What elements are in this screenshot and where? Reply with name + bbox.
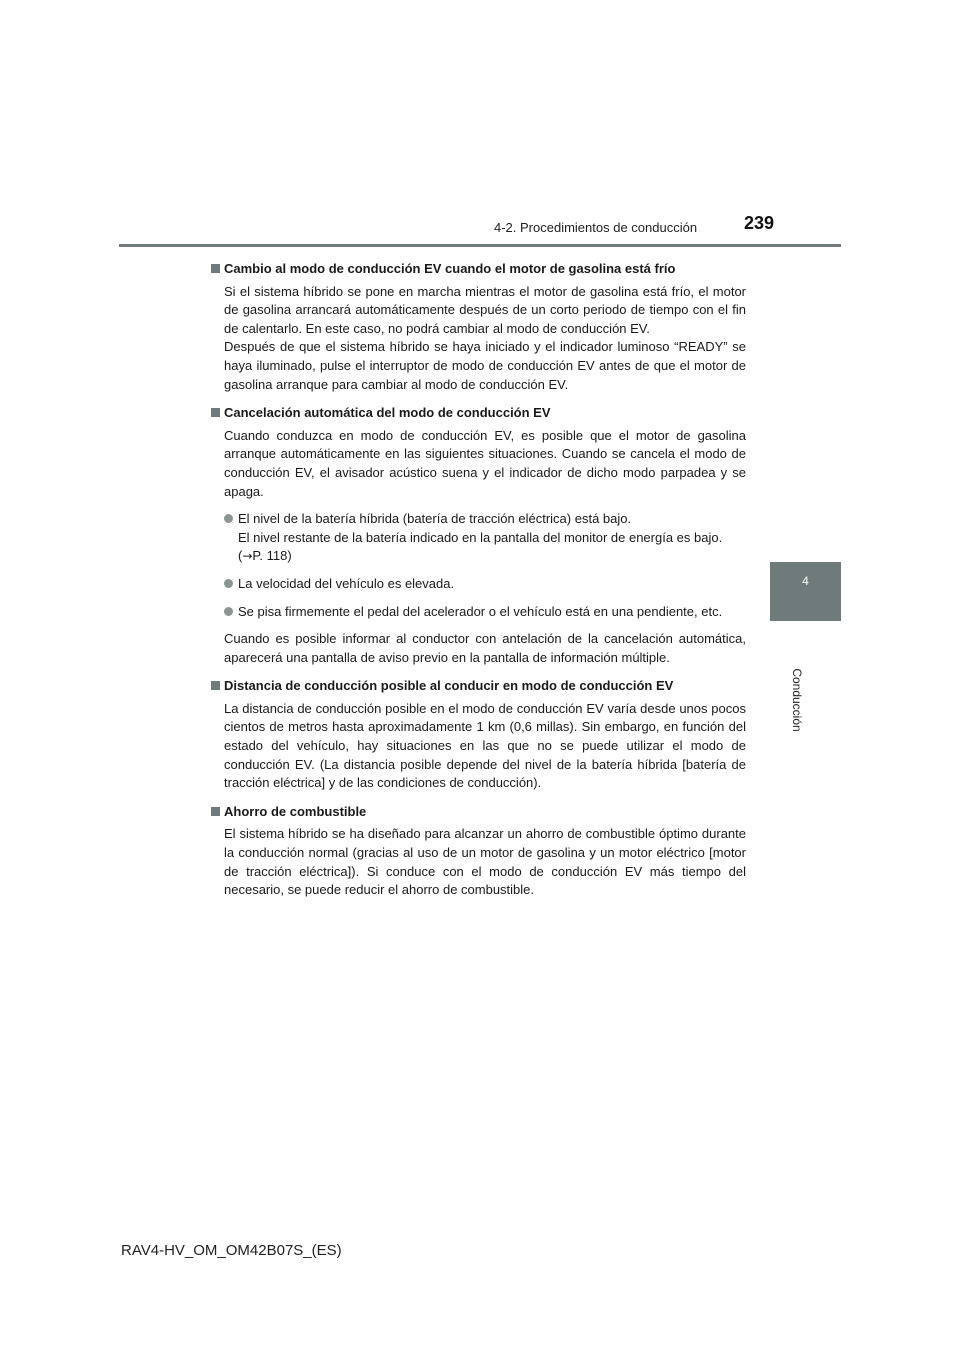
watermark: carmanualsonline.info [764, 1342, 852, 1352]
list-item-text: Se pisa firmemente el pedal del acelerador o el vehículo está en una pendiente, etc. [238, 603, 723, 619]
section-heading [210, 677, 746, 696]
section-auto-cancel [210, 404, 746, 667]
section-heading [210, 260, 746, 279]
header-rule [119, 244, 841, 247]
page-number: 239 [744, 213, 775, 233]
list-item [210, 575, 746, 594]
circle-bullet-icon [224, 579, 233, 588]
section-driving-distance [210, 677, 746, 793]
chapter-number: 4 [802, 574, 809, 588]
square-bullet-icon [211, 681, 220, 690]
list-item-text: El nivel de la batería híbrida (batería de tracción eléctrica) está bajo. [238, 511, 632, 527]
section-cold-engine [210, 260, 746, 394]
page-content [210, 250, 746, 900]
paragraph: Cuando conduzca en modo de conducción EV, es posible que el motor de gasolina arranque automáticamente en las siguientes situaciones. Cuando se cancela el modo de conducción EV, el avisador acústico suena y el indicador de dicho modo parpadea y se apaga. [224, 427, 746, 499]
paragraph: El sistema híbrido se ha diseñado para alcanzar un ahorro de combustible óptimo durante la conducción normal (gracias al uso de un motor de gasolina y un motor eléctrico [motor de tracción eléctrica]). Si conduce con el modo de conducción EV más tiempo del necesario, se puede reducir el ahorro de combustible. [224, 826, 746, 898]
square-bullet-icon [211, 807, 220, 816]
section-heading-text: Distancia de conducción posible al conducir en modo de conducción EV [224, 678, 674, 694]
paragraph: Si el sistema híbrido se pone en marcha mientras el motor de gasolina está frío, el motor de gasolina arrancará automáticamente después de un corto periodo de tiempo con el fin de calentarlo. En este caso, no podrá cambiar al modo de conducción EV. [224, 283, 746, 336]
chapter-tab [770, 562, 841, 621]
paragraph: Después de que el sistema híbrido se haya iniciado y el indicador luminoso “READY” se haya iluminado, pulse el interruptor de modo de conducción EV antes de que el motor de gasolina arranque para cambiar al modo de conducción EV. [224, 339, 746, 392]
arrow-right-icon: → [242, 549, 253, 564]
circle-bullet-icon [224, 514, 233, 523]
section-heading-text: Cambio al modo de conducción EV cuando el motor de gasolina está frío [224, 261, 676, 276]
square-bullet-icon [211, 264, 220, 273]
paragraph: La distancia de conducción posible en el modo de conducción EV varía desde unos pocos cientos de metros hasta aproximadamente 1 km (0,6 millas). Sin embargo, en función del estado del vehículo, hay situaciones en las que no se puede utilizar el modo de conducción EV. (La distancia posible depende del nivel de la batería híbrida [batería de tracción eléctrica] y de las condiciones de conducción). [224, 700, 746, 791]
section-heading [210, 404, 746, 423]
paragraph: Cuando es posible informar al conductor con antelación de la cancelación automática, aparecerá una pantalla de aviso previo en la pantalla de información múltiple. [224, 631, 746, 665]
list-item-text: La velocidad del vehículo es elevada. [238, 575, 455, 591]
list-item [210, 510, 746, 566]
page-reference: (→P. 118) [238, 548, 292, 564]
circle-bullet-icon [224, 607, 233, 616]
section-heading-text: Cancelación automática del modo de conducción EV [224, 405, 551, 421]
square-bullet-icon [211, 408, 220, 417]
list-item [210, 603, 746, 622]
section-heading [210, 803, 746, 822]
list-item-detail: El nivel restante de la batería indicado en la pantalla del monitor de energía es bajo. [238, 529, 723, 545]
chapter-label: Conducción [790, 668, 804, 732]
header-section-title: 4-2. Procedimientos de conducción [494, 220, 698, 235]
document-code: RAV4-HV_OM_OM42B07S_(ES) [121, 1242, 342, 1259]
section-fuel-economy [210, 803, 746, 900]
section-heading-text: Ahorro de combustible [224, 803, 367, 819]
